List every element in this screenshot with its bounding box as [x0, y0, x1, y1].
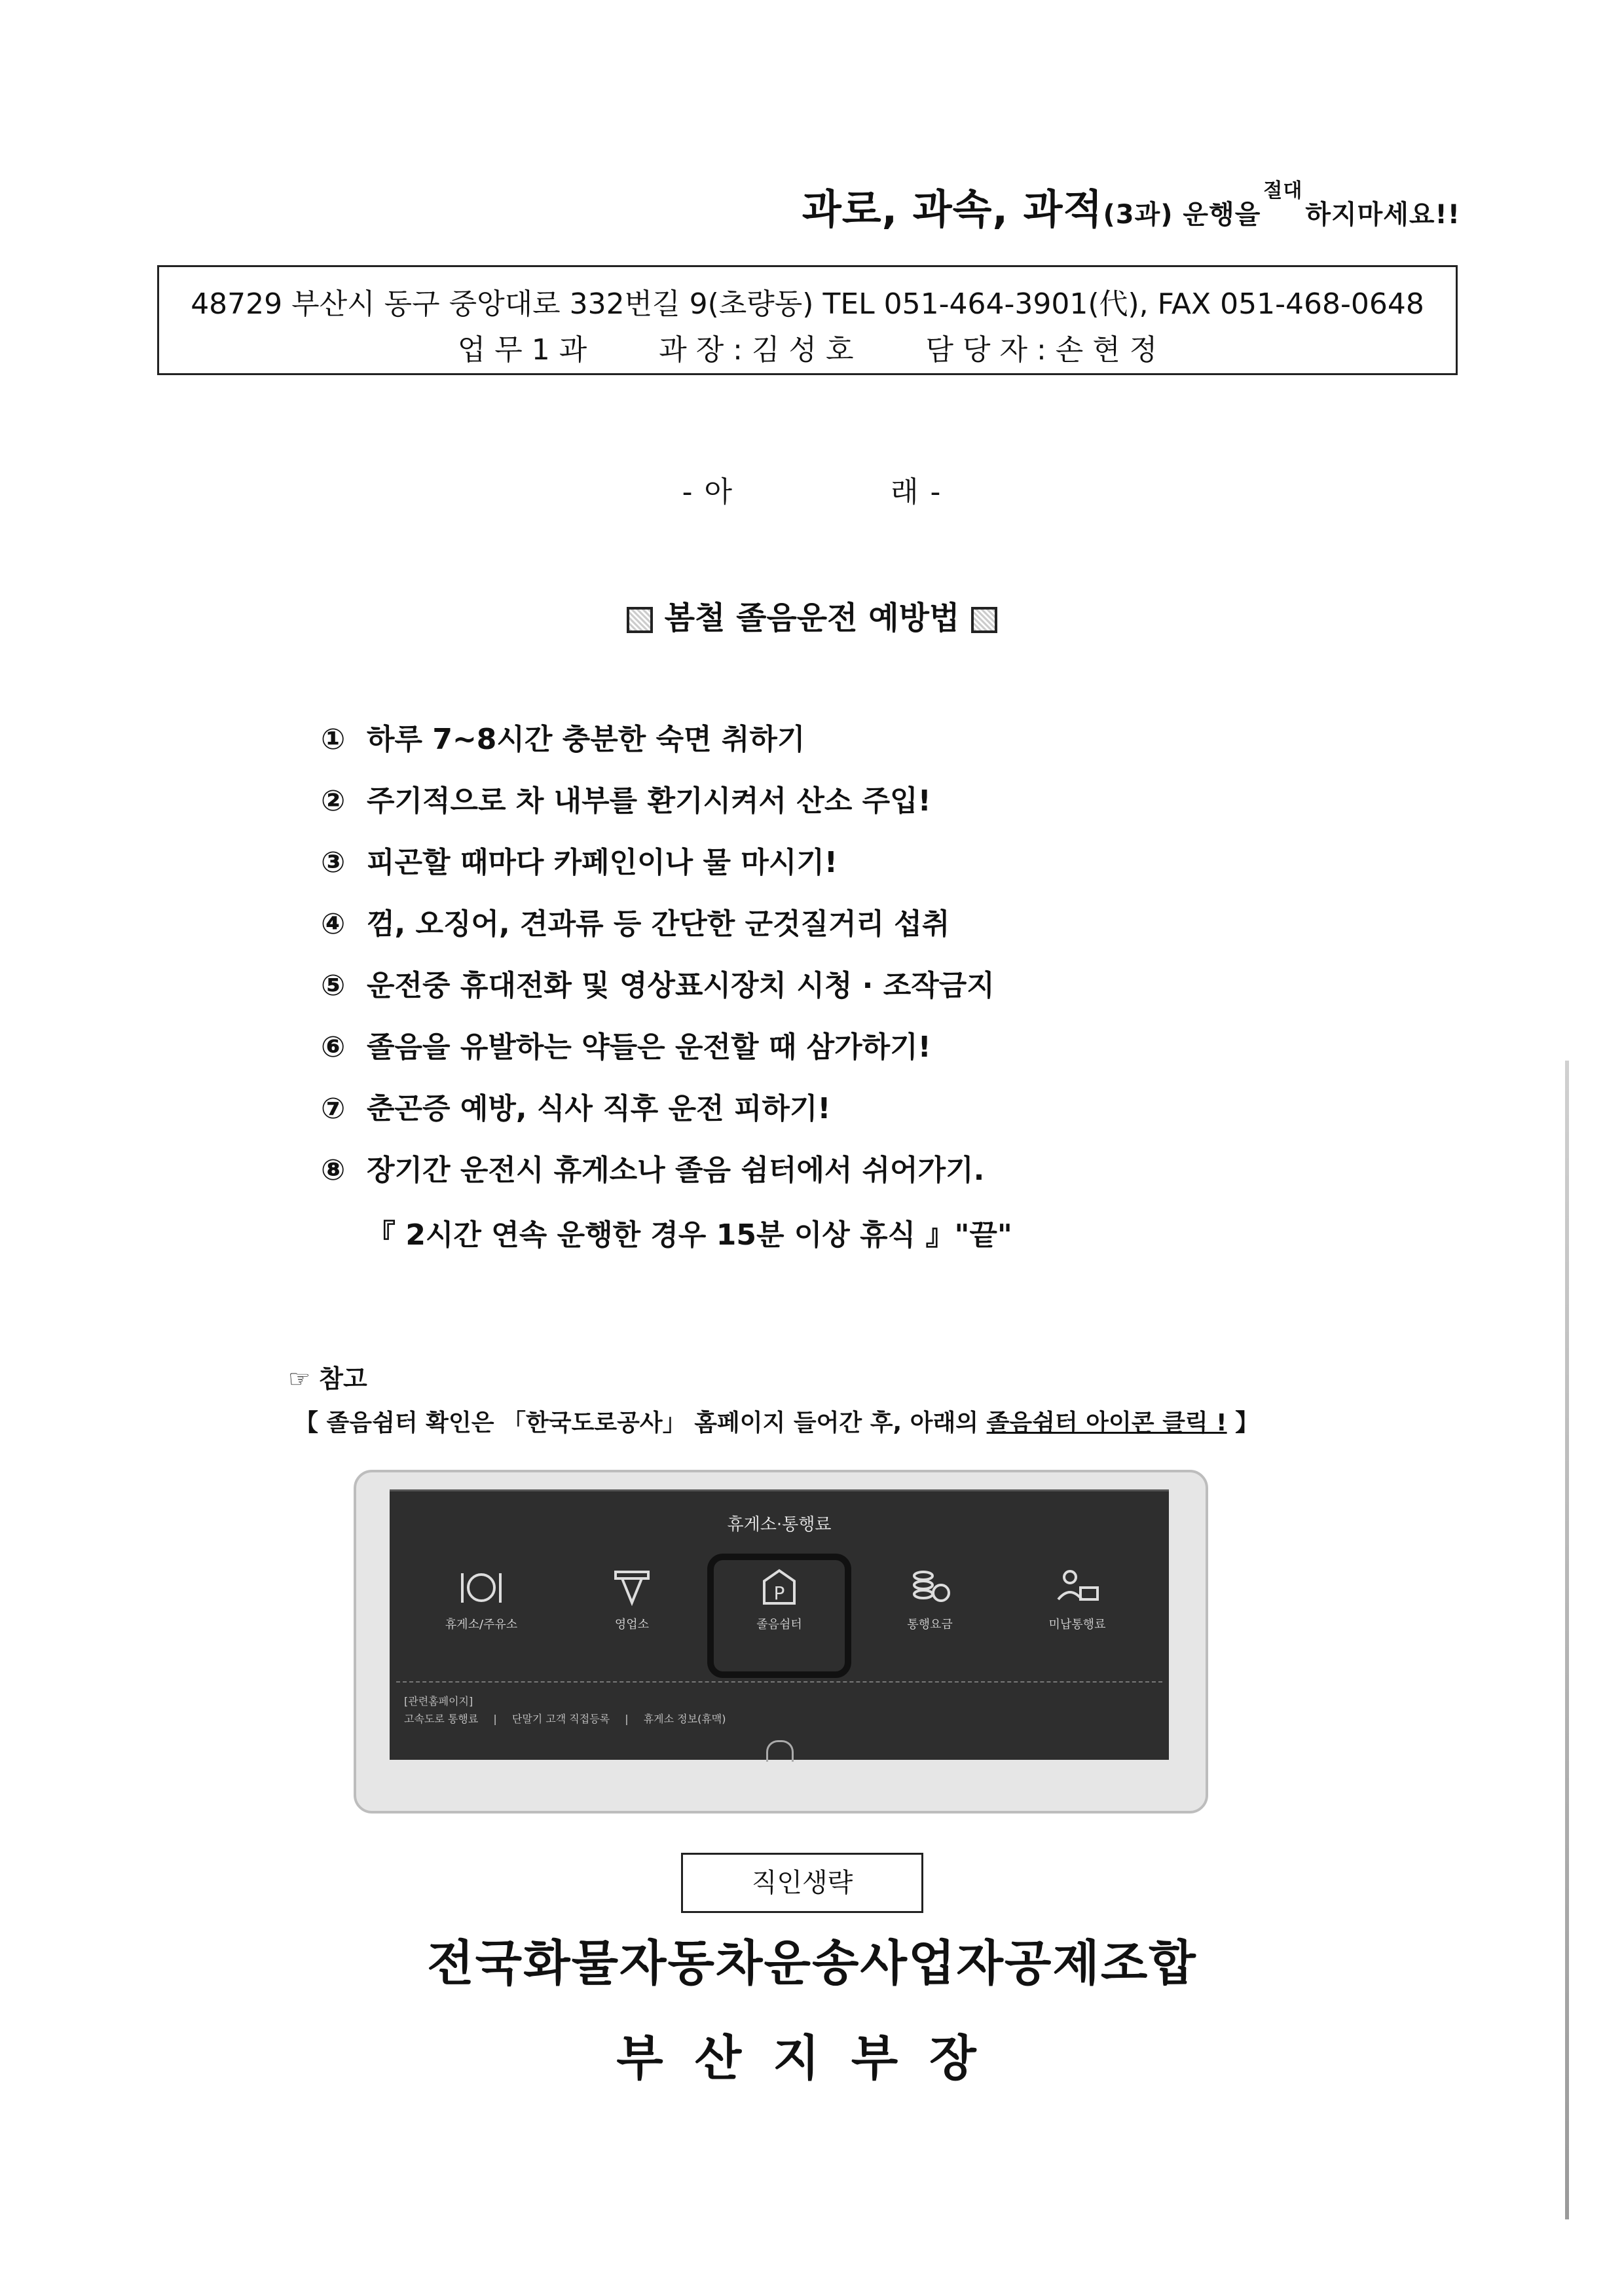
- slogan-note: 절대: [1263, 179, 1303, 202]
- related-link[interactable]: 휴게소 정보(휴맥): [643, 1713, 726, 1725]
- highlight-box: [707, 1554, 851, 1678]
- slogan-small-2: 하지마세요!!: [1305, 200, 1460, 230]
- tip-number: ②: [321, 784, 346, 818]
- manager-name: 과 장 : 김 성 호: [659, 333, 854, 367]
- list-item: [321, 843, 1500, 905]
- list-item: [321, 720, 1500, 782]
- coins-icon: [907, 1567, 953, 1606]
- tip-text: 졸음을 유발하는 약들은 운전할 때 삼가하기!: [367, 1030, 931, 1064]
- tip-text: 피곤할 때마다 카페인이나 물 마시기!: [367, 846, 838, 879]
- list-item: [321, 966, 1500, 1028]
- slogan: [802, 177, 1460, 235]
- slogan-small-1: (3과) 운행을: [1103, 200, 1261, 230]
- service-unpaid-toll[interactable]: [1012, 1560, 1143, 1665]
- slogan-main: 과로, 과속, 과적: [802, 185, 1103, 233]
- list-item: [321, 782, 1500, 843]
- notice-heading: [0, 468, 1624, 510]
- address-line: 48729 부산시 동구 중앙대로 332번길 9(초량동) TEL 051-464-3901(代), FAX 051-468-0648: [191, 287, 1424, 321]
- svg-text:P: P: [773, 1582, 785, 1604]
- tip-number: ⑦: [321, 1092, 346, 1125]
- contact-person: 담 당 자 : 손 현 정: [925, 333, 1158, 367]
- related-link[interactable]: 고속도로 통행료: [404, 1713, 479, 1725]
- service-label: 미납통행료: [1048, 1618, 1106, 1631]
- list-item: [321, 1089, 1500, 1151]
- tip-number: ⑤: [321, 969, 346, 1002]
- service-label: 휴게소/주유소: [445, 1618, 518, 1631]
- service-label: 졸음쉼터: [756, 1618, 802, 1631]
- tip-number: ⑥: [321, 1030, 346, 1064]
- tip-number: ③: [321, 846, 346, 879]
- checkbox-icon: [627, 607, 653, 633]
- related-links-title: [관련홈페이지]: [404, 1695, 473, 1707]
- reference-text: [295, 1404, 1259, 1438]
- related-link[interactable]: 단말기 고객 직접등록: [511, 1713, 610, 1725]
- payment-icon: [1054, 1567, 1100, 1606]
- reference-text-post: 】: [1227, 1410, 1259, 1436]
- header-box: [157, 265, 1458, 375]
- contact-line: [159, 326, 1456, 368]
- tip-text: 춘곤증 예방, 식사 직후 운전 피하기!: [367, 1092, 831, 1125]
- reference-text-underlined: 졸음쉼터 아이콘 클릭 !: [986, 1410, 1227, 1436]
- service-tollgate[interactable]: [566, 1560, 697, 1665]
- branch-name: 부산지부장: [616, 2030, 1008, 2086]
- expand-handle-icon[interactable]: [766, 1740, 794, 1762]
- tollgate-icon: [609, 1567, 655, 1606]
- service-label: 통행요금: [907, 1618, 953, 1631]
- tip-number: ①: [321, 723, 346, 756]
- dining-icon: [458, 1567, 504, 1606]
- notice-left: - 아: [682, 475, 733, 509]
- section-title-text: 봄철 졸음운전 예방법: [664, 600, 960, 636]
- reference-text-pre: 【 졸음쉼터 확인은 「한국도로공사」 홈페이지 들어간 후, 아래의: [295, 1410, 987, 1436]
- tips-list: [321, 720, 1500, 1212]
- list-item: [321, 1028, 1500, 1089]
- dept-name: 업 무 1 과: [457, 333, 587, 367]
- tip-text: 주기적으로 차 내부를 환기시켜서 산소 주입!: [367, 784, 931, 818]
- service-label: 영업소: [614, 1618, 650, 1631]
- list-item: [321, 905, 1500, 966]
- tip-text: 껌, 오징어, 견과류 등 간단한 군것질거리 섭취: [367, 907, 950, 941]
- service-toll-fee[interactable]: [864, 1560, 995, 1665]
- service-drowsy-shelter[interactable]: [714, 1560, 845, 1665]
- checkbox-icon: [971, 607, 997, 633]
- scan-edge-line: [1565, 1061, 1569, 2219]
- tip-extra: 『 2시간 연속 운행한 경우 15분 이상 휴식 』"끝": [367, 1218, 1012, 1252]
- screenshot-title: 휴게소·통행료: [727, 1515, 832, 1535]
- section-title: [0, 592, 1624, 638]
- tip-text: 운전중 휴대전화 및 영상표시장치 시청 · 조작금지: [367, 969, 995, 1002]
- tip-number: ⑧: [321, 1154, 346, 1187]
- embedded-screenshot: [390, 1489, 1169, 1760]
- related-links: [404, 1711, 737, 1726]
- tip-number: ④: [321, 907, 346, 941]
- screenshot-divider: [396, 1681, 1162, 1683]
- link-separator: |: [625, 1713, 629, 1725]
- reference-label: ☞ 참고: [288, 1364, 367, 1393]
- link-separator: |: [493, 1713, 497, 1725]
- list-item: [321, 1151, 1500, 1212]
- notice-right: 래 -: [891, 475, 942, 509]
- seal-omitted-box: 직인생략: [681, 1853, 923, 1913]
- tip-text: 하루 7~8시간 충분한 숙면 취하기: [367, 723, 805, 756]
- tip-text: 장기간 운전시 휴게소나 졸음 쉼터에서 쉬어가기.: [367, 1154, 985, 1187]
- service-rest-area[interactable]: [416, 1560, 547, 1665]
- organization-name: 전국화물자동차운송사업자공제조합: [427, 1935, 1197, 1992]
